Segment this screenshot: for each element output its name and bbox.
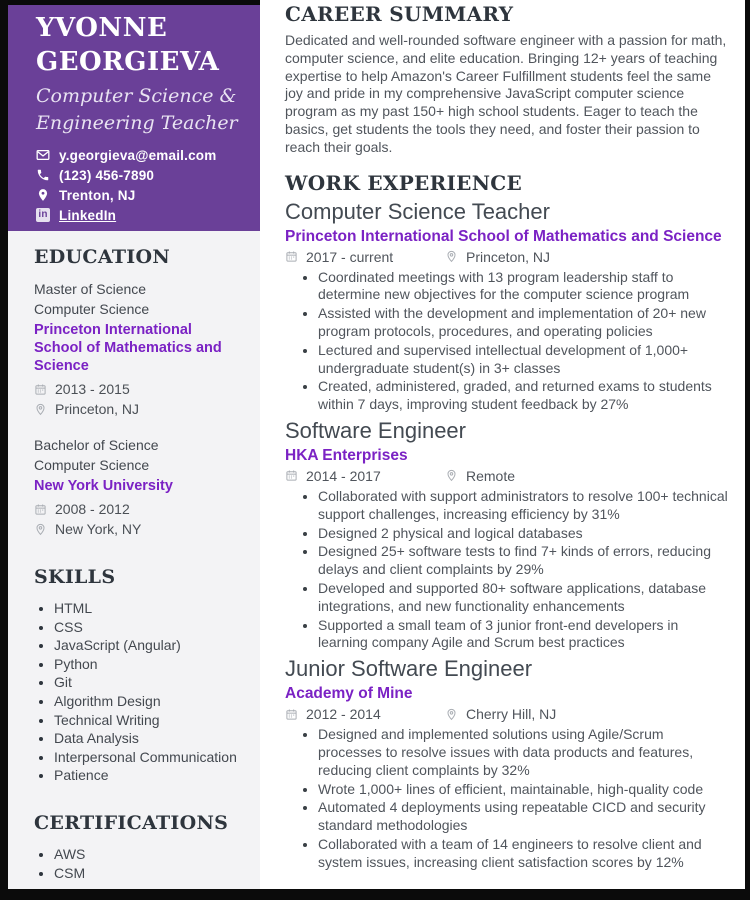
main-column [260, 0, 745, 889]
field-of-study: Computer Science [34, 457, 150, 473]
location-pin-icon [445, 250, 458, 263]
job-bullet: • Wrote 1,000+ lines of efficient, maintainable, high-quality code [318, 781, 731, 799]
job-location-wrap [445, 249, 550, 265]
contact-location-row [36, 185, 240, 205]
education-location-row [34, 519, 242, 539]
email-icon [36, 148, 50, 162]
education-heading: EDUCATION [34, 246, 170, 268]
career-summary-section [285, 1, 731, 157]
location-pin-icon [34, 523, 47, 536]
job-bullet: • Created, administered, graded, and returned exams to students within 7 days, improving student feedback by 27% [318, 378, 731, 414]
sidebar-header [8, 5, 260, 231]
job-bullet: • Collaborated with a team of 14 engineers to resolve client and system issues, increasing client satisfaction scores by 12% [318, 836, 731, 872]
job-bullets-list [285, 726, 731, 871]
skill-item: • JavaScript (Angular) [54, 636, 242, 655]
field-of-study: Computer Science [34, 301, 150, 317]
calendar-icon [34, 383, 47, 396]
certifications-list [34, 845, 242, 882]
job-meta-row [285, 705, 731, 723]
contact-phone-row [36, 165, 240, 185]
skills-list [34, 599, 242, 785]
job-bullet: • Supported a small team of 3 junior front-end developers in learning company Agile and Scrum best practices [318, 617, 731, 653]
education-dates-row [34, 499, 242, 519]
contact-block [36, 145, 240, 225]
location-pin-icon [34, 403, 47, 416]
job-bullet: • Lectured and supervised intellectual development of 1,000+ undergraduate student(s) in 3+ classes [318, 342, 731, 378]
education-dates: 2008 - 2012 [55, 501, 130, 517]
career-summary-heading: CAREER SUMMARY [285, 2, 514, 26]
job-entry [285, 199, 731, 414]
degree: Master of Science [34, 281, 147, 297]
company-name: Princeton International School of Mathematics and Science [285, 227, 722, 245]
job-meta-row [285, 248, 731, 266]
job-dates-wrap [285, 706, 445, 722]
job-title: Junior Software Engineer [285, 656, 533, 682]
job-bullet: • Collaborated with support administrators to resolve 100+ technical support challenges, increasing efficiency by 31% [318, 488, 731, 524]
education-location-row [34, 399, 242, 419]
job-location: Princeton, NJ [466, 248, 551, 265]
job-bullet: • Assisted with the development and implementation of 20+ new program protocols, procedures, and operating policies [318, 305, 731, 341]
education-entry [34, 435, 242, 539]
certifications-heading: CERTIFICATIONS [34, 811, 229, 834]
company-name: HKA Enterprises [285, 446, 408, 464]
job-location: Remote [466, 467, 516, 484]
education-entry [34, 279, 242, 419]
skill-item: • Git [54, 673, 242, 692]
job-bullet: • Designed 2 physical and logical databases [318, 525, 731, 543]
job-location-wrap [445, 706, 556, 722]
job-location-wrap [445, 468, 515, 484]
job-dates: 2014 - 2017 [306, 467, 381, 484]
job-dates-wrap [285, 249, 445, 265]
contact-email-row [36, 145, 240, 165]
location-pin-icon [445, 708, 458, 721]
work-experience-heading: WORK EXPERIENCE [285, 170, 523, 195]
contact-phone: (123) 456-7890 [59, 167, 155, 183]
linkedin-link[interactable]: LinkedIn [59, 207, 117, 223]
education-dates-row [34, 379, 242, 399]
degree: Bachelor of Science [34, 437, 159, 453]
resume-page [8, 0, 745, 889]
job-bullet: • Designed 25+ software tests to find 7+ kinds of errors, reducing delays and client complaints by 29% [318, 543, 731, 579]
education-location: Princeton, NJ [55, 401, 140, 417]
skill-item: • HTML [54, 599, 242, 618]
career-summary-text: Dedicated and well-rounded software engineer with a passion for math, computer science, and elite education. Bringing 12+ years of teaching expertise to help Amazon's Career Fulfillment students feel the same joy and pride in my comprehensive JavaScript computer science program as my past 150+ high school students. Eager to teach the basics, get students the tools they need, and foster their passion to reach their goals. [285, 32, 727, 155]
work-experience-section [285, 170, 731, 872]
skill-item: • Algorithm Design [54, 692, 242, 711]
contact-location: Trenton, NJ [59, 187, 136, 203]
education-section [34, 245, 242, 539]
certification-item: • CSM [54, 864, 242, 883]
location-pin-icon [445, 469, 458, 482]
skills-heading: SKILLS [34, 566, 116, 588]
education-dates: 2013 - 2015 [55, 381, 130, 397]
person-name: YVONNE GEORGIEVA [36, 13, 220, 77]
job-dates: 2017 - current [306, 248, 394, 265]
skill-item: • Python [54, 655, 242, 674]
phone-icon [36, 168, 50, 182]
contact-linkedin-row [36, 205, 240, 225]
location-pin-icon [36, 188, 50, 202]
job-dates: 2012 - 2014 [306, 706, 381, 723]
calendar-icon [34, 503, 47, 516]
person-job-title: Computer Science & Engineering Teacher [36, 85, 238, 134]
skill-item: • Patience [54, 766, 242, 785]
job-entry [285, 418, 731, 652]
job-bullet: • Developed and supported 80+ software applications, database integrations, and new functionality enhancements [318, 580, 731, 616]
skill-item: • Interpersonal Communication [54, 748, 242, 767]
job-bullets-list [285, 269, 731, 414]
job-bullets-list [285, 488, 731, 652]
skill-item: • CSS [54, 618, 242, 637]
job-entry [285, 656, 731, 871]
calendar-icon [285, 469, 298, 482]
sidebar-body [8, 231, 260, 882]
certification-item: • AWS [54, 845, 242, 864]
job-title: Software Engineer [285, 417, 466, 443]
skill-item: • Technical Writing [54, 711, 242, 730]
job-bullet: • Coordinated meetings with 13 program leadership staff to determine new objectives for the computer science program [318, 269, 731, 305]
job-bullet: • Designed and implemented solutions using Agile/Scrum processes to resolve issues with data products and features, reducing client complaints by 32% [318, 726, 731, 779]
job-title: Computer Science Teacher [285, 198, 550, 224]
sidebar [8, 0, 260, 889]
skill-item: • Data Analysis [54, 729, 242, 748]
job-location: Cherry Hill, NJ [466, 706, 557, 723]
calendar-icon [285, 250, 298, 263]
calendar-icon [285, 708, 298, 721]
job-dates-wrap [285, 468, 445, 484]
job-meta-row [285, 467, 731, 485]
education-location: New York, NY [55, 521, 142, 537]
certifications-section [34, 811, 242, 882]
company-name: Academy of Mine [285, 685, 413, 703]
linkedin-icon: in [36, 208, 50, 222]
skills-section [34, 565, 242, 785]
job-bullet: • Automated 4 deployments using repeatable CICD and security standard methodologies [318, 799, 731, 835]
school-name: New York University [34, 478, 173, 494]
contact-email: y.georgieva@email.com [59, 147, 217, 163]
school-name: Princeton International School of Mathematics and Science [34, 322, 222, 374]
